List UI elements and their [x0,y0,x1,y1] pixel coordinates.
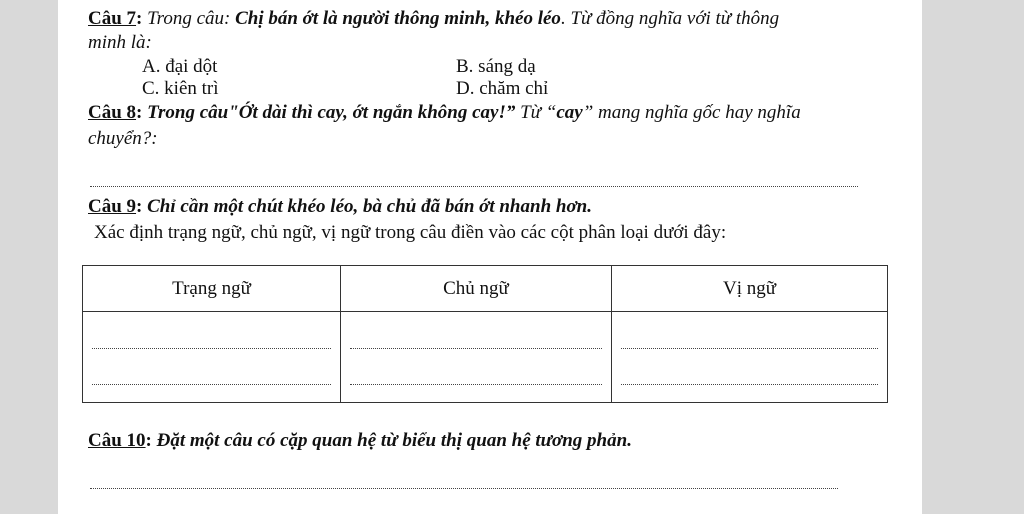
classification-table [82,265,888,403]
question-8: Câu 8: Trong câu"Ớt dài thì cay, ớt ngắn không cay!” Từ “cay” mang nghĩa gốc hay nghĩa [88,102,801,123]
table-answer-row [83,312,888,403]
question-10: Câu 10: Đặt một câu có cặp quan hệ từ biểu thị quan hệ tương phản. [88,430,632,451]
answer-line-q8 [90,186,858,187]
option-d: D. chăm chỉ [456,78,549,99]
cell-dots [621,348,878,349]
question-9-label: Câu 9 [88,196,137,217]
option-a: A. đại dột [142,56,218,77]
cell-dots [92,384,331,385]
cell-dots [350,348,602,349]
header-chu-ngu: Chủ ngữ [341,266,612,312]
question-7: Câu 7: Trong câu: Chị bán ớt là người thông minh, khéo léo. Từ đồng nghĩa với từ thông [88,8,780,29]
cell-trang-ngu[interactable] [83,312,341,403]
cell-vi-ngu[interactable] [612,312,888,403]
cell-dots [621,384,878,385]
question-9: Câu 9: Chỉ cần một chút khéo léo, bà chủ đã bán ớt nhanh hơn. [88,196,592,217]
question-7-continuation: minh là: [88,32,152,53]
option-c: C. kiên trì [142,78,219,99]
document-page [58,0,922,514]
header-vi-ngu: Vị ngữ [612,266,888,312]
question-9-instruction: Xác định trạng ngữ, chủ ngữ, vị ngữ trong câu điền vào các cột phân loại dưới đây: [94,222,727,243]
header-trang-ngu: Trạng ngữ [83,266,341,312]
question-8-continuation: chuyển?: [88,128,158,149]
answer-line-q10 [90,488,838,489]
question-8-label: Câu 8 [88,102,137,123]
cell-dots [350,384,602,385]
question-7-label: Câu 7 [88,8,137,29]
table-header-row [83,266,888,312]
cell-chu-ngu[interactable] [341,312,612,403]
cell-dots [92,348,331,349]
question-10-label: Câu 10 [88,430,146,451]
option-b: B. sáng dạ [456,56,536,77]
